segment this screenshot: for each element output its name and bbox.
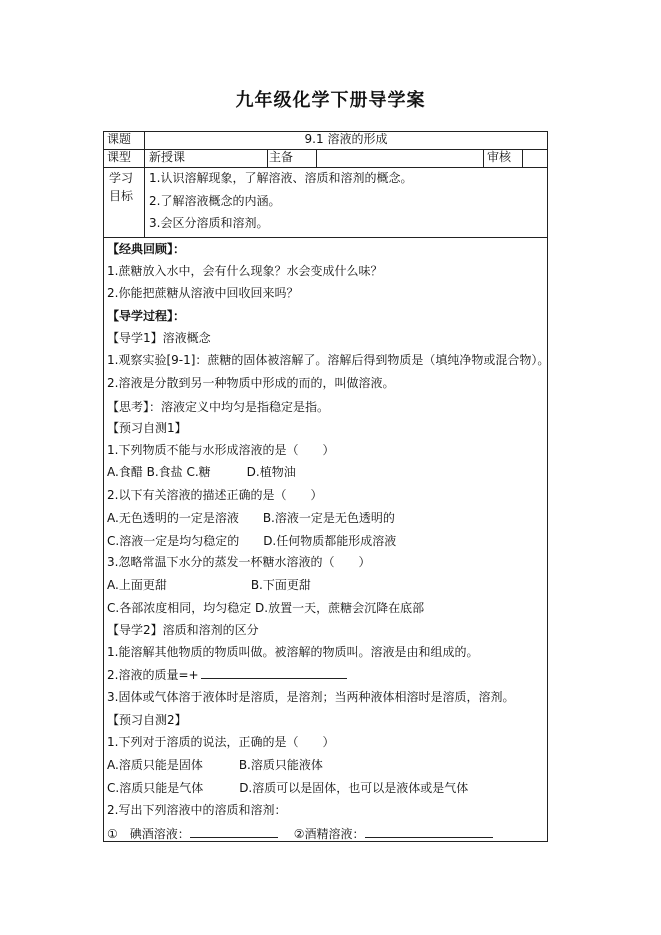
col-divider <box>522 149 523 167</box>
question: 2.以下有关溶液的描述正确的是（ ） <box>107 488 323 502</box>
col-divider <box>483 149 484 167</box>
objectives-label-top: 学习 <box>109 171 134 185</box>
question-text: ②酒精溶液： <box>293 827 365 841</box>
answer-option: A.上面更甜 B.下面更甜 <box>107 578 311 592</box>
question: 1.观察实验[9-1]：蔗糖的固体被溶解了。溶解后得到物质是（填纯净物或混合物）。 <box>107 353 550 367</box>
answer-option: C.溶液一定是均匀稳定的 D.任何物质都能形成溶液 <box>107 534 397 548</box>
section-heading: 【经典回顾】： <box>107 242 186 256</box>
section-heading: 【预习自测1】 <box>107 421 187 435</box>
objective-item: 2.了解溶液概念的内涵。 <box>149 194 281 208</box>
answer-option: A.溶质只能是固体 B.溶质只能液体 <box>107 758 323 772</box>
section-heading: 【导学1】溶液概念 <box>107 331 211 345</box>
objective-item: 3.会区分溶质和溶剂。 <box>149 216 269 230</box>
objective-item: 1.认识溶解现象，了解溶液、溶质和溶剂的概念。 <box>149 171 413 185</box>
question: 1.下列物质不能与水形成溶液的是（ ） <box>107 443 335 457</box>
question: 1.蔗糖放入水中，会有什么现象？水会变成什么味？ <box>107 264 383 278</box>
answer-blank[interactable] <box>190 827 278 838</box>
topic-value: 9.1 溶液的形成 <box>304 132 388 146</box>
question: 3.忽略常温下水分的蒸发一杯糖水溶液的（ ） <box>107 555 371 569</box>
section-heading: 【导学2】溶质和溶剂的区分 <box>107 623 259 637</box>
prep-label: 主备 <box>269 150 294 164</box>
review-label: 审核 <box>487 150 512 164</box>
row-divider <box>104 237 547 238</box>
answer-option: A.无色透明的一定是溶液 B.溶液一定是无色透明的 <box>107 511 395 525</box>
section-heading: 【导学过程】： <box>107 309 186 323</box>
question: 1.能溶解其他物质的物质叫做。被溶解的物质叫。溶液是由和组成的。 <box>107 645 479 659</box>
question-text: ① 碘酒溶液： <box>107 827 190 841</box>
answer-option: C.各部浓度相同，均匀稳定 D.放置一天，蔗糖会沉降在底部 <box>107 601 425 615</box>
question: 1.下列对于溶质的说法，正确的是（ ） <box>107 735 335 749</box>
type-value: 新授课 <box>149 150 186 164</box>
answer-blank[interactable] <box>365 827 493 838</box>
objectives-label-bottom: 目标 <box>109 189 134 203</box>
col-divider <box>316 149 317 167</box>
topic-label: 课题 <box>107 132 132 146</box>
type-label: 课型 <box>107 150 132 164</box>
question-text: 2.溶液的质量=+ <box>107 668 199 682</box>
section-heading: 【预习自测2】 <box>107 713 187 727</box>
question: 2.你能把蔗糖从溶液中回收回来吗？ <box>107 286 299 300</box>
page-title: 九年级化学下册导学案 <box>235 90 426 111</box>
answer-option: A.食醋 B.食盐 C.糖 D.植物油 <box>107 465 296 479</box>
question: 2.写出下列溶液中的溶质和溶剂： <box>107 803 287 817</box>
question: 3.固体或气体溶于液体时是溶质，是溶剂；当两种液体相溶时是溶质，溶剂。 <box>107 690 515 704</box>
question <box>107 667 347 683</box>
answer-blank[interactable] <box>201 668 347 679</box>
row-divider <box>104 167 547 168</box>
answer-option: C.溶质只能是气体 D.溶质可以是固体，也可以是液体或是气体 <box>107 781 469 795</box>
question: 2.溶液是分散到另一种物质中形成的而的，叫做溶液。 <box>107 376 395 390</box>
col-divider <box>267 149 268 167</box>
question <box>107 826 493 842</box>
section-heading: 【思考】：溶液定义中均匀是指稳定是指。 <box>107 400 330 414</box>
